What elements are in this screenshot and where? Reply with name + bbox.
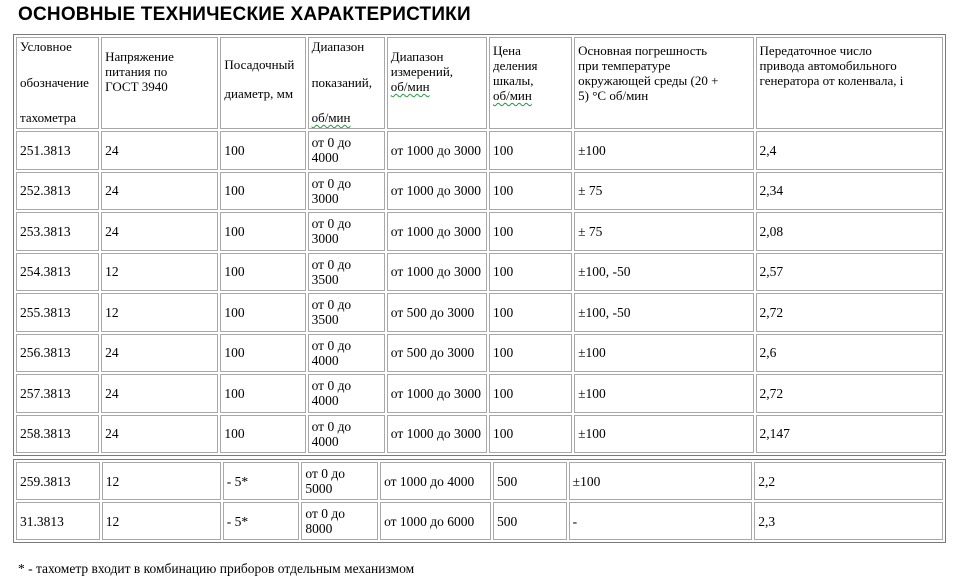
cell-measure-range: от 1000 до 4000	[380, 462, 491, 500]
cell-designation: 258.3813	[16, 415, 99, 454]
cell-diameter: 100	[220, 374, 305, 413]
cell-measure-range: от 1000 до 6000	[380, 502, 491, 540]
cell-indication-range: от 0 до 3000	[308, 212, 385, 251]
cell-error: ±100	[574, 415, 753, 454]
cell-diameter: 100	[220, 172, 305, 211]
cell-gear-ratio: 2,6	[756, 334, 943, 373]
table-row	[16, 462, 943, 500]
cell-error: ±100	[574, 131, 753, 170]
cell-measure-range: от 500 до 3000	[387, 334, 487, 373]
cell-diameter: 100	[220, 293, 305, 332]
cell-division: 100	[489, 334, 572, 373]
cell-gear-ratio: 2,34	[756, 172, 943, 211]
cell-measure-range: от 1000 до 3000	[387, 131, 487, 170]
cell-division: 500	[493, 502, 567, 540]
cell-designation: 257.3813	[16, 374, 99, 413]
table-row	[16, 253, 943, 292]
table-row	[16, 415, 943, 454]
page-title: ОСНОВНЫЕ ТЕХНИЧЕСКИЕ ХАРАКТЕРИСТИКИ	[18, 4, 471, 25]
cell-gear-ratio: 2,2	[754, 462, 943, 500]
cell-diameter: 100	[220, 415, 305, 454]
table-row	[16, 172, 943, 211]
cell-indication-range: от 0 до 4000	[308, 334, 385, 373]
cell-designation: 255.3813	[16, 293, 99, 332]
cell-designation: 256.3813	[16, 334, 99, 373]
cell-error: -	[569, 502, 753, 540]
cell-division: 100	[489, 415, 572, 454]
cell-voltage: 12	[102, 462, 221, 500]
specs-table	[13, 34, 946, 456]
cell-diameter: - 5*	[223, 502, 300, 540]
cell-voltage: 12	[101, 293, 218, 332]
cell-indication-range: от 0 до 4000	[308, 415, 385, 454]
cell-error: ±100, -50	[574, 293, 753, 332]
cell-indication-range: от 0 до 8000	[301, 502, 378, 540]
table-row	[16, 502, 943, 540]
cell-division: 100	[489, 172, 572, 211]
cell-indication-range: от 0 до 3000	[308, 172, 385, 211]
cell-designation: 253.3813	[16, 212, 99, 251]
table-row	[16, 334, 943, 373]
cell-indication-range: от 0 до 4000	[308, 374, 385, 413]
cell-gear-ratio: 2,57	[756, 253, 943, 292]
cell-error: ±100	[574, 374, 753, 413]
cell-division: 100	[489, 212, 572, 251]
header-error: Основная погрешность при температуре окружающей среды (20 + 5) °С об/мин	[574, 37, 753, 129]
cell-designation: 251.3813	[16, 131, 99, 170]
cell-gear-ratio: 2,3	[754, 502, 943, 540]
specs-table-extra	[13, 459, 946, 543]
cell-diameter: - 5*	[223, 462, 300, 500]
cell-measure-range: от 500 до 3000	[387, 293, 487, 332]
cell-voltage: 24	[101, 334, 218, 373]
header-gear-ratio: Передаточное число привода автомобильного генератора от коленвала, i	[756, 37, 943, 129]
cell-voltage: 24	[101, 415, 218, 454]
cell-measure-range: от 1000 до 3000	[387, 172, 487, 211]
cell-division: 100	[489, 131, 572, 170]
cell-gear-ratio: 2,72	[756, 374, 943, 413]
cell-designation: 252.3813	[16, 172, 99, 211]
cell-designation: 254.3813	[16, 253, 99, 292]
cell-measure-range: от 1000 до 3000	[387, 415, 487, 454]
cell-error: ±100	[569, 462, 753, 500]
cell-voltage: 12	[102, 502, 221, 540]
cell-gear-ratio: 2,4	[756, 131, 943, 170]
cell-diameter: 100	[220, 334, 305, 373]
footnote: * - тахометр входит в комбинацию приборов отдельным механизмом	[18, 561, 415, 576]
cell-voltage: 12	[101, 253, 218, 292]
cell-voltage: 24	[101, 374, 218, 413]
cell-diameter: 100	[220, 212, 305, 251]
header-measure-range: Диапазон измерений, об/мин	[387, 37, 487, 129]
table-row	[16, 212, 943, 251]
table-row	[16, 293, 943, 332]
cell-gear-ratio: 2,72	[756, 293, 943, 332]
cell-measure-range: от 1000 до 3000	[387, 212, 487, 251]
cell-error: ±100	[574, 334, 753, 373]
cell-voltage: 24	[101, 172, 218, 211]
cell-error: ± 75	[574, 172, 753, 211]
cell-diameter: 100	[220, 131, 305, 170]
cell-gear-ratio: 2,08	[756, 212, 943, 251]
header-indication-range: Диапазон показаний, об/мин	[308, 37, 385, 129]
cell-measure-range: от 1000 до 3000	[387, 374, 487, 413]
cell-division: 100	[489, 253, 572, 292]
header-division: Цена деления шкалы, об/мин	[489, 37, 572, 129]
header-designation: Условное обозначение тахометра	[16, 37, 99, 129]
cell-voltage: 24	[101, 131, 218, 170]
header-diameter: Посадочный диаметр, мм	[220, 37, 305, 129]
table-row	[16, 374, 943, 413]
cell-indication-range: от 0 до 4000	[308, 131, 385, 170]
cell-designation: 259.3813	[16, 462, 100, 500]
cell-indication-range: от 0 до 5000	[301, 462, 378, 500]
cell-gear-ratio: 2,147	[756, 415, 943, 454]
cell-diameter: 100	[220, 253, 305, 292]
table-row	[16, 131, 943, 170]
cell-measure-range: от 1000 до 3000	[387, 253, 487, 292]
cell-division: 100	[489, 374, 572, 413]
cell-voltage: 24	[101, 212, 218, 251]
cell-indication-range: от 0 до 3500	[308, 253, 385, 292]
header-voltage: Напряжение питания по ГОСТ 3940	[101, 37, 218, 129]
cell-indication-range: от 0 до 3500	[308, 293, 385, 332]
cell-error: ± 75	[574, 212, 753, 251]
cell-error: ±100, -50	[574, 253, 753, 292]
cell-division: 100	[489, 293, 572, 332]
cell-designation: 31.3813	[16, 502, 100, 540]
cell-division: 500	[493, 462, 567, 500]
